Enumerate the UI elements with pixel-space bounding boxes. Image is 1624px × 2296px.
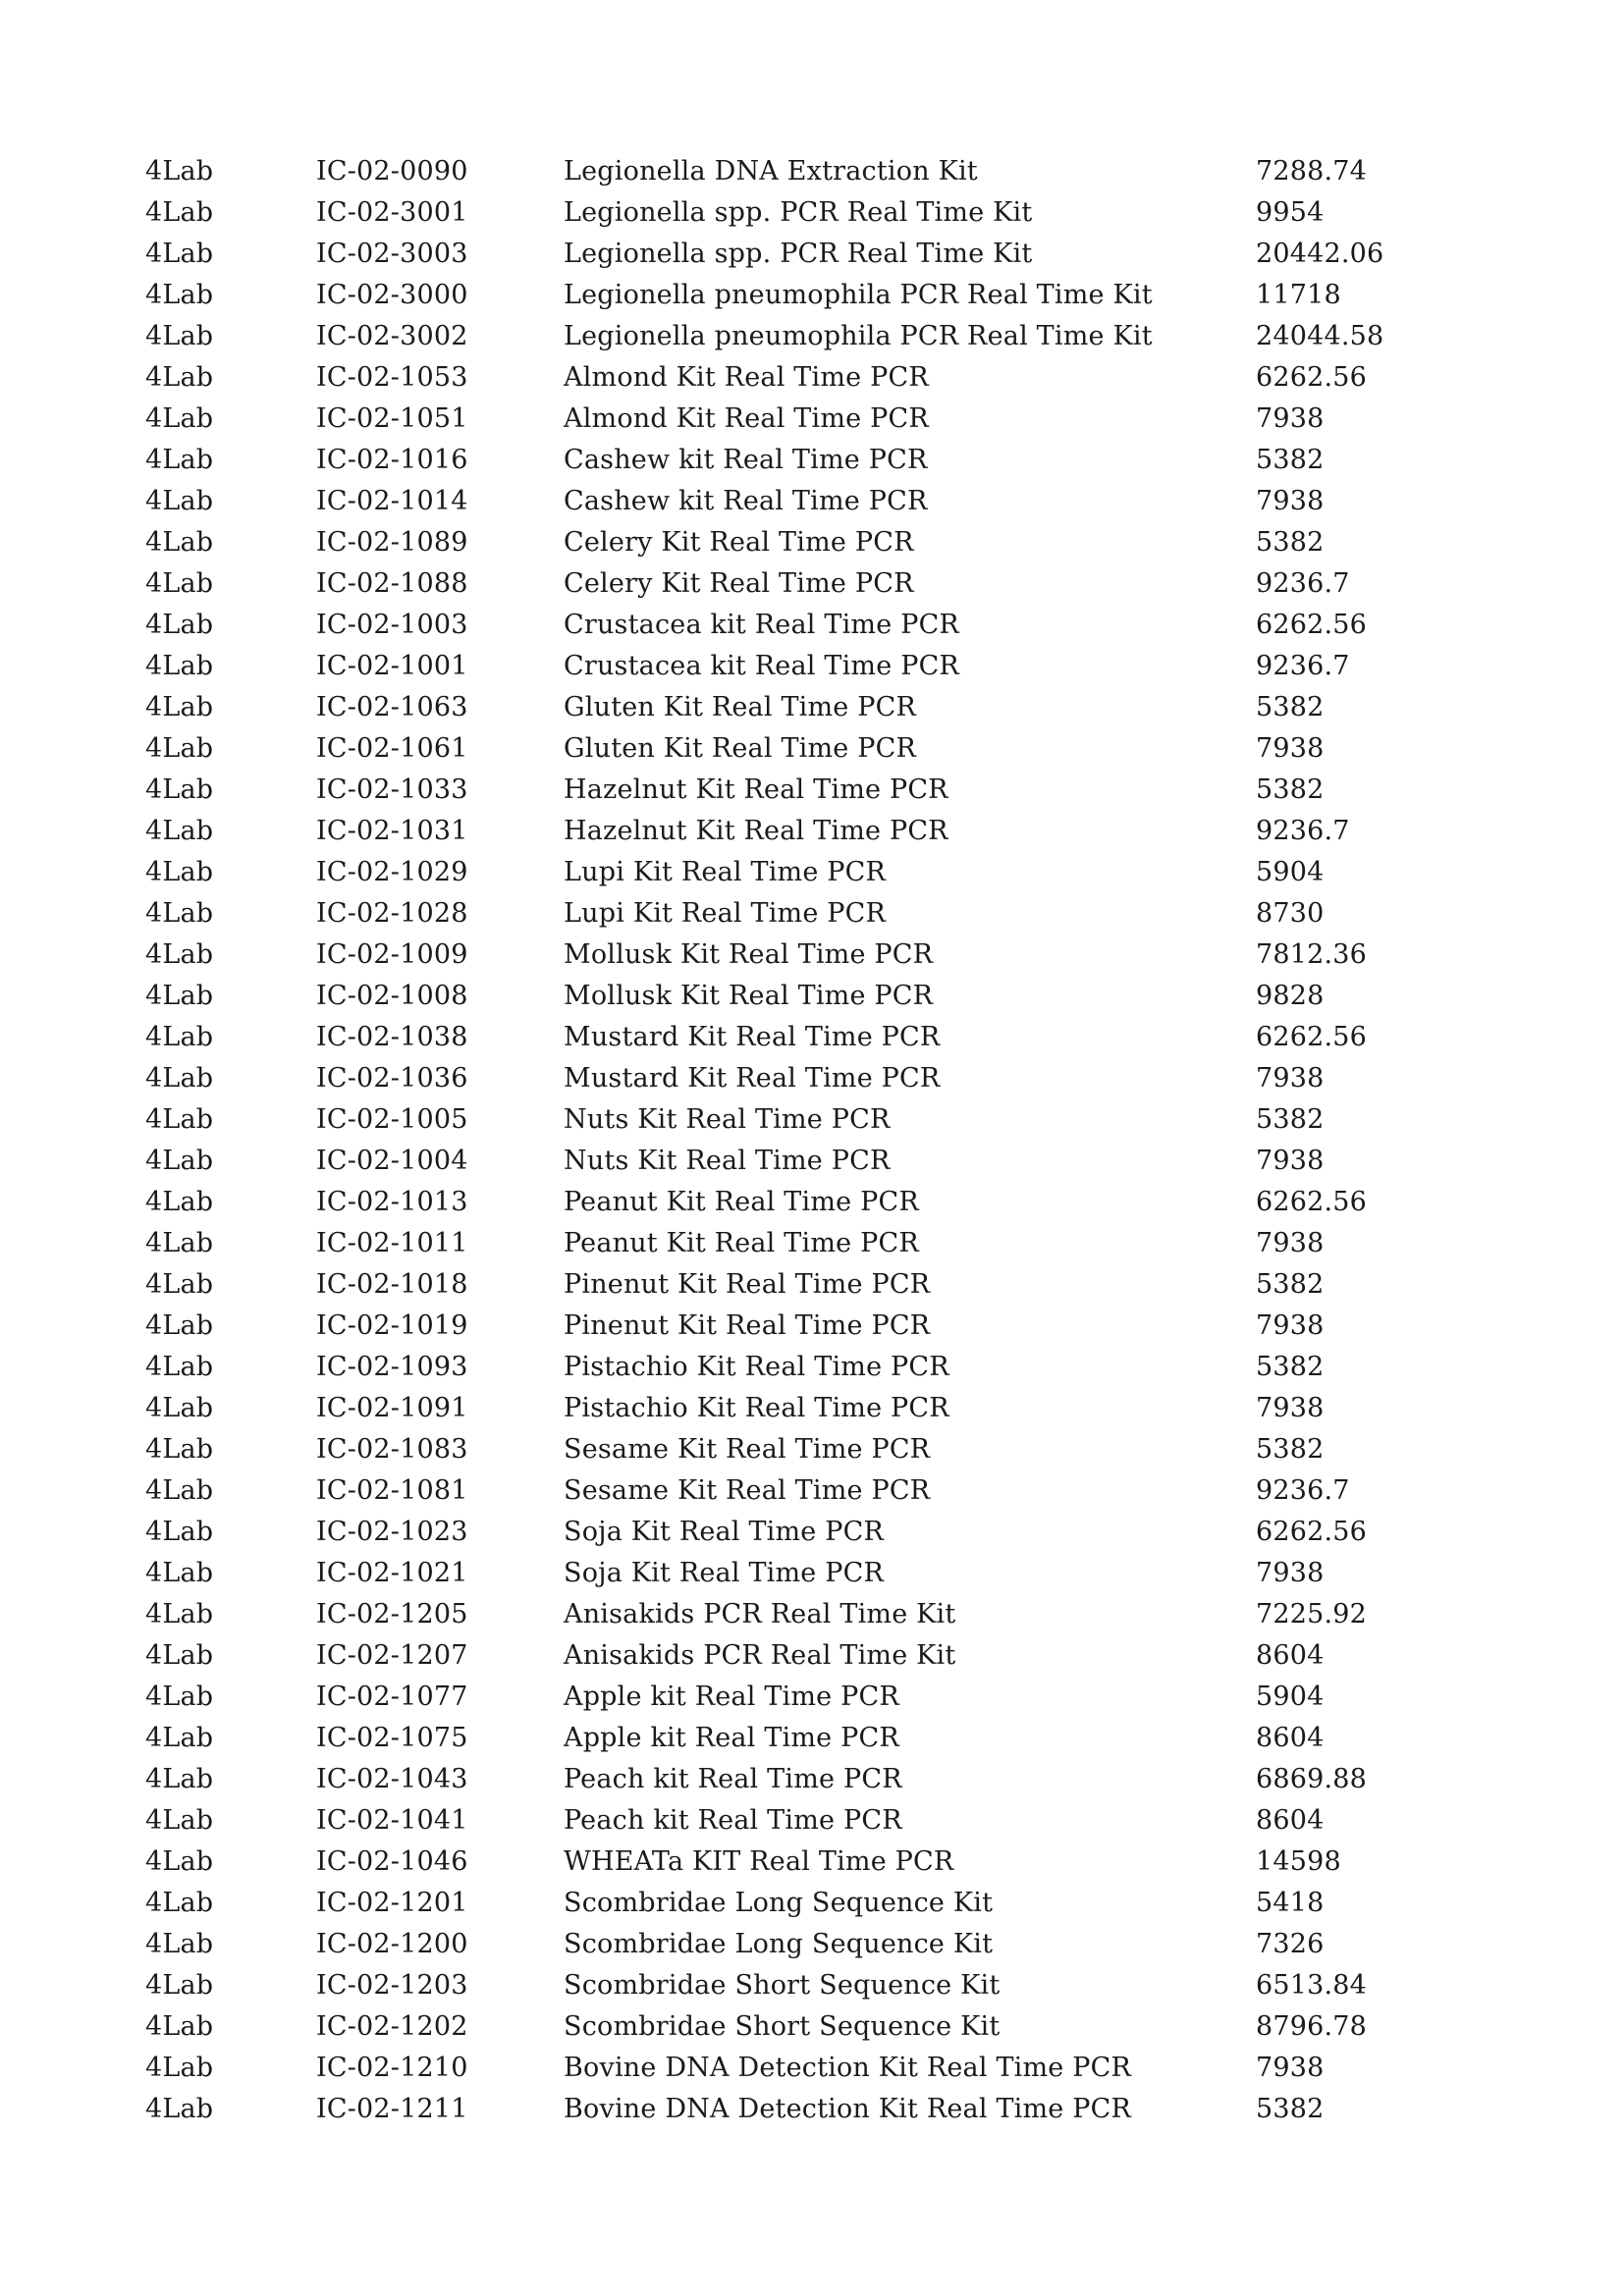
product-name-cell: Bovine DNA Detection Kit Real Time PCR [564, 2094, 1132, 2124]
product-code-cell: IC-02-1046 [316, 1846, 468, 1877]
product-name-cell: Mollusk Kit Real Time PCR [564, 981, 934, 1011]
product-code-cell: IC-02-1200 [316, 1929, 468, 1959]
product-code-cell: IC-02-1075 [316, 1723, 468, 1753]
table-row [145, 1553, 1452, 1594]
brand-cell: 4Lab [145, 1723, 214, 1753]
product-code-cell: IC-02-1203 [316, 1970, 468, 2001]
table-row [145, 687, 1452, 728]
price-cell: 7938 [1256, 1146, 1325, 1176]
product-code-cell: IC-02-1061 [316, 733, 468, 764]
brand-cell: 4Lab [145, 1888, 214, 1918]
product-name-cell: Celery Kit Real Time PCR [564, 527, 914, 558]
table-row [145, 2006, 1452, 2048]
table-row [145, 522, 1452, 563]
table-row [145, 852, 1452, 893]
table-row [145, 1099, 1452, 1141]
table-row [145, 357, 1452, 399]
price-cell: 6262.56 [1256, 1187, 1368, 1217]
brand-cell: 4Lab [145, 939, 214, 970]
table-row [145, 646, 1452, 687]
brand-cell: 4Lab [145, 1599, 214, 1629]
price-cell: 7288.74 [1256, 156, 1368, 187]
table-row [145, 1347, 1452, 1388]
brand-cell: 4Lab [145, 898, 214, 929]
price-cell: 5904 [1256, 1682, 1325, 1712]
price-cell: 5382 [1256, 1104, 1325, 1135]
table-row [145, 770, 1452, 811]
price-cell: 7938 [1256, 2053, 1325, 2083]
product-name-cell: Scombridae Long Sequence Kit [564, 1929, 994, 1959]
table-row [145, 1759, 1452, 1800]
brand-cell: 4Lab [145, 1104, 214, 1135]
table-row [145, 1429, 1452, 1470]
brand-cell: 4Lab [145, 733, 214, 764]
price-cell: 8604 [1256, 1805, 1325, 1836]
table-row [145, 2089, 1452, 2130]
product-code-cell: IC-02-1005 [316, 1104, 468, 1135]
price-cell: 7938 [1256, 733, 1325, 764]
product-name-cell: Crustacea kit Real Time PCR [564, 610, 959, 640]
product-code-cell: IC-02-3001 [316, 197, 468, 228]
price-cell: 5382 [1256, 1269, 1325, 1300]
table-row [145, 1594, 1452, 1635]
product-name-cell: Peach kit Real Time PCR [564, 1764, 902, 1794]
price-cell: 5418 [1256, 1888, 1325, 1918]
price-cell: 7938 [1256, 1393, 1325, 1423]
product-code-cell: IC-02-1088 [316, 568, 468, 599]
product-name-cell: Sesame Kit Real Time PCR [564, 1434, 931, 1465]
product-code-cell: IC-02-1028 [316, 898, 468, 929]
product-code-cell: IC-02-3000 [316, 280, 468, 310]
price-cell: 9236.7 [1256, 568, 1350, 599]
brand-cell: 4Lab [145, 321, 214, 351]
product-name-cell: Cashew kit Real Time PCR [564, 486, 928, 516]
product-name-cell: Legionella pneumophila PCR Real Time Kit [564, 280, 1153, 310]
price-cell: 24044.58 [1256, 321, 1384, 351]
product-name-cell: Peanut Kit Real Time PCR [564, 1228, 919, 1258]
product-code-cell: IC-02-1016 [316, 445, 468, 475]
price-cell: 8604 [1256, 1723, 1325, 1753]
table-row [145, 151, 1452, 192]
brand-cell: 4Lab [145, 403, 214, 434]
table-row [145, 1842, 1452, 1883]
brand-cell: 4Lab [145, 1682, 214, 1712]
product-name-cell: Cashew kit Real Time PCR [564, 445, 928, 475]
product-code-cell: IC-02-1202 [316, 2011, 468, 2042]
price-cell: 6262.56 [1256, 610, 1368, 640]
product-name-cell: Scombridae Short Sequence Kit [564, 2011, 1001, 2042]
price-cell: 5382 [1256, 527, 1325, 558]
brand-cell: 4Lab [145, 857, 214, 887]
brand-cell: 4Lab [145, 527, 214, 558]
brand-cell: 4Lab [145, 1929, 214, 1959]
table-row [145, 481, 1452, 522]
product-code-cell: IC-02-1014 [316, 486, 468, 516]
product-code-cell: IC-02-1093 [316, 1352, 468, 1382]
table-row [145, 275, 1452, 316]
price-cell: 7225.92 [1256, 1599, 1368, 1629]
product-code-cell: IC-02-1038 [316, 1022, 468, 1052]
table-row [145, 1512, 1452, 1553]
product-code-cell: IC-02-1053 [316, 362, 468, 393]
table-row [145, 2048, 1452, 2089]
brand-cell: 4Lab [145, 1517, 214, 1547]
price-cell: 7812.36 [1256, 939, 1368, 970]
table-row [145, 1058, 1452, 1099]
price-cell: 9828 [1256, 981, 1325, 1011]
price-cell: 7938 [1256, 1558, 1325, 1588]
price-cell: 5904 [1256, 857, 1325, 887]
product-code-cell: IC-02-1207 [316, 1640, 468, 1671]
price-cell: 8796.78 [1256, 2011, 1368, 2042]
price-cell: 9236.7 [1256, 651, 1350, 681]
table-row [145, 234, 1452, 275]
table-row [145, 1223, 1452, 1264]
product-code-cell: IC-02-0090 [316, 156, 468, 187]
brand-cell: 4Lab [145, 568, 214, 599]
product-name-cell: Nuts Kit Real Time PCR [564, 1104, 891, 1135]
product-name-cell: Legionella DNA Extraction Kit [564, 156, 978, 187]
table-row [145, 1718, 1452, 1759]
product-code-cell: IC-02-1011 [316, 1228, 468, 1258]
table-row [145, 316, 1452, 357]
product-name-cell: Pinenut Kit Real Time PCR [564, 1269, 931, 1300]
product-code-cell: IC-02-1003 [316, 610, 468, 640]
table-row [145, 893, 1452, 934]
product-name-cell: Hazelnut Kit Real Time PCR [564, 774, 948, 805]
price-cell: 5382 [1256, 1434, 1325, 1465]
price-cell: 5382 [1256, 2094, 1325, 2124]
product-name-cell: Legionella spp. PCR Real Time Kit [564, 197, 1033, 228]
product-name-cell: Apple kit Real Time PCR [564, 1682, 899, 1712]
brand-cell: 4Lab [145, 2011, 214, 2042]
product-name-cell: Celery Kit Real Time PCR [564, 568, 914, 599]
product-name-cell: Pinenut Kit Real Time PCR [564, 1310, 931, 1341]
product-name-cell: Lupi Kit Real Time PCR [564, 857, 887, 887]
brand-cell: 4Lab [145, 1970, 214, 2001]
price-cell: 6262.56 [1256, 1022, 1368, 1052]
product-name-cell: Peach kit Real Time PCR [564, 1805, 902, 1836]
price-list-body [145, 151, 1452, 2130]
brand-cell: 4Lab [145, 1063, 214, 1094]
price-cell: 6513.84 [1256, 1970, 1368, 2001]
product-name-cell: Lupi Kit Real Time PCR [564, 898, 887, 929]
product-name-cell: Crustacea kit Real Time PCR [564, 651, 959, 681]
product-code-cell: IC-02-1201 [316, 1888, 468, 1918]
product-code-cell: IC-02-1029 [316, 857, 468, 887]
product-code-cell: IC-02-1089 [316, 527, 468, 558]
brand-cell: 4Lab [145, 651, 214, 681]
table-row [145, 1965, 1452, 2006]
product-name-cell: Legionella pneumophila PCR Real Time Kit [564, 321, 1153, 351]
table-row [145, 1141, 1452, 1182]
brand-cell: 4Lab [145, 1805, 214, 1836]
product-code-cell: IC-02-1036 [316, 1063, 468, 1094]
table-row [145, 1635, 1452, 1677]
brand-cell: 4Lab [145, 486, 214, 516]
price-cell: 5382 [1256, 692, 1325, 722]
price-cell: 14598 [1256, 1846, 1341, 1877]
product-code-cell: IC-02-3003 [316, 239, 468, 269]
brand-cell: 4Lab [145, 610, 214, 640]
product-code-cell: IC-02-1021 [316, 1558, 468, 1588]
price-cell: 6262.56 [1256, 362, 1368, 393]
product-name-cell: Almond Kit Real Time PCR [564, 403, 929, 434]
brand-cell: 4Lab [145, 1640, 214, 1671]
brand-cell: 4Lab [145, 1393, 214, 1423]
product-code-cell: IC-02-1210 [316, 2053, 468, 2083]
price-cell: 8604 [1256, 1640, 1325, 1671]
product-name-cell: Bovine DNA Detection Kit Real Time PCR [564, 2053, 1132, 2083]
price-cell: 9236.7 [1256, 816, 1350, 846]
price-cell: 7938 [1256, 1228, 1325, 1258]
table-row [145, 811, 1452, 852]
brand-cell: 4Lab [145, 774, 214, 805]
product-code-cell: IC-02-1033 [316, 774, 468, 805]
product-name-cell: Hazelnut Kit Real Time PCR [564, 816, 948, 846]
product-code-cell: IC-02-1091 [316, 1393, 468, 1423]
price-cell: 9236.7 [1256, 1475, 1350, 1506]
table-row [145, 192, 1452, 234]
price-cell: 6262.56 [1256, 1517, 1368, 1547]
product-code-cell: IC-02-1013 [316, 1187, 468, 1217]
product-code-cell: IC-02-1041 [316, 1805, 468, 1836]
table-row [145, 1388, 1452, 1429]
price-cell: 7938 [1256, 1310, 1325, 1341]
product-code-cell: IC-02-1205 [316, 1599, 468, 1629]
product-name-cell: Sesame Kit Real Time PCR [564, 1475, 931, 1506]
brand-cell: 4Lab [145, 1187, 214, 1217]
price-cell: 7938 [1256, 486, 1325, 516]
price-cell: 7326 [1256, 1929, 1325, 1959]
product-code-cell: IC-02-1083 [316, 1434, 468, 1465]
table-row [145, 399, 1452, 440]
brand-cell: 4Lab [145, 816, 214, 846]
brand-cell: 4Lab [145, 2094, 214, 2124]
price-cell: 7938 [1256, 403, 1325, 434]
brand-cell: 4Lab [145, 362, 214, 393]
table-row [145, 1883, 1452, 1924]
product-name-cell: Almond Kit Real Time PCR [564, 362, 929, 393]
table-row [145, 934, 1452, 976]
product-name-cell: Pistachio Kit Real Time PCR [564, 1393, 949, 1423]
brand-cell: 4Lab [145, 1022, 214, 1052]
brand-cell: 4Lab [145, 445, 214, 475]
brand-cell: 4Lab [145, 1269, 214, 1300]
product-code-cell: IC-02-1081 [316, 1475, 468, 1506]
product-name-cell: Legionella spp. PCR Real Time Kit [564, 239, 1033, 269]
product-name-cell: Gluten Kit Real Time PCR [564, 733, 917, 764]
table-row [145, 728, 1452, 770]
brand-cell: 4Lab [145, 981, 214, 1011]
brand-cell: 4Lab [145, 1558, 214, 1588]
product-name-cell: Scombridae Short Sequence Kit [564, 1970, 1001, 2001]
table-row [145, 563, 1452, 605]
brand-cell: 4Lab [145, 197, 214, 228]
table-row [145, 1800, 1452, 1842]
price-cell: 7938 [1256, 1063, 1325, 1094]
product-code-cell: IC-02-1211 [316, 2094, 468, 2124]
product-name-cell: Apple kit Real Time PCR [564, 1723, 899, 1753]
product-code-cell: IC-02-3002 [316, 321, 468, 351]
table-row [145, 440, 1452, 481]
product-name-cell: Mustard Kit Real Time PCR [564, 1022, 941, 1052]
brand-cell: 4Lab [145, 1846, 214, 1877]
product-code-cell: IC-02-1004 [316, 1146, 468, 1176]
product-name-cell: Mustard Kit Real Time PCR [564, 1063, 941, 1094]
product-name-cell: Nuts Kit Real Time PCR [564, 1146, 891, 1176]
product-name-cell: WHEATa KIT Real Time PCR [564, 1846, 954, 1877]
product-name-cell: Gluten Kit Real Time PCR [564, 692, 917, 722]
product-name-cell: Mollusk Kit Real Time PCR [564, 939, 934, 970]
table-row [145, 976, 1452, 1017]
brand-cell: 4Lab [145, 1764, 214, 1794]
table-row [145, 1677, 1452, 1718]
price-cell: 6869.88 [1256, 1764, 1368, 1794]
brand-cell: 4Lab [145, 1475, 214, 1506]
product-code-cell: IC-02-1031 [316, 816, 468, 846]
table-row [145, 1264, 1452, 1306]
brand-cell: 4Lab [145, 1310, 214, 1341]
brand-cell: 4Lab [145, 1228, 214, 1258]
product-code-cell: IC-02-1018 [316, 1269, 468, 1300]
price-cell: 11718 [1256, 280, 1341, 310]
price-cell: 20442.06 [1256, 239, 1384, 269]
brand-cell: 4Lab [145, 692, 214, 722]
brand-cell: 4Lab [145, 156, 214, 187]
price-list-table [145, 151, 1452, 2130]
product-name-cell: Anisakids PCR Real Time Kit [564, 1640, 956, 1671]
brand-cell: 4Lab [145, 1434, 214, 1465]
product-name-cell: Soja Kit Real Time PCR [564, 1558, 885, 1588]
product-code-cell: IC-02-1008 [316, 981, 468, 1011]
product-code-cell: IC-02-1051 [316, 403, 468, 434]
table-row [145, 1470, 1452, 1512]
table-row [145, 1924, 1452, 1965]
price-cell: 5382 [1256, 1352, 1325, 1382]
brand-cell: 4Lab [145, 1352, 214, 1382]
price-cell: 9954 [1256, 197, 1325, 228]
price-cell: 5382 [1256, 774, 1325, 805]
product-code-cell: IC-02-1001 [316, 651, 468, 681]
product-code-cell: IC-02-1023 [316, 1517, 468, 1547]
product-code-cell: IC-02-1009 [316, 939, 468, 970]
table-row [145, 605, 1452, 646]
brand-cell: 4Lab [145, 2053, 214, 2083]
table-row [145, 1306, 1452, 1347]
product-name-cell: Scombridae Long Sequence Kit [564, 1888, 994, 1918]
brand-cell: 4Lab [145, 239, 214, 269]
product-name-cell: Anisakids PCR Real Time Kit [564, 1599, 956, 1629]
table-row [145, 1017, 1452, 1058]
brand-cell: 4Lab [145, 1146, 214, 1176]
product-name-cell: Soja Kit Real Time PCR [564, 1517, 885, 1547]
product-name-cell: Peanut Kit Real Time PCR [564, 1187, 919, 1217]
brand-cell: 4Lab [145, 280, 214, 310]
product-code-cell: IC-02-1019 [316, 1310, 468, 1341]
product-code-cell: IC-02-1063 [316, 692, 468, 722]
product-name-cell: Pistachio Kit Real Time PCR [564, 1352, 949, 1382]
price-cell: 8730 [1256, 898, 1325, 929]
table-row [145, 1182, 1452, 1223]
price-cell: 5382 [1256, 445, 1325, 475]
product-code-cell: IC-02-1077 [316, 1682, 468, 1712]
product-code-cell: IC-02-1043 [316, 1764, 468, 1794]
